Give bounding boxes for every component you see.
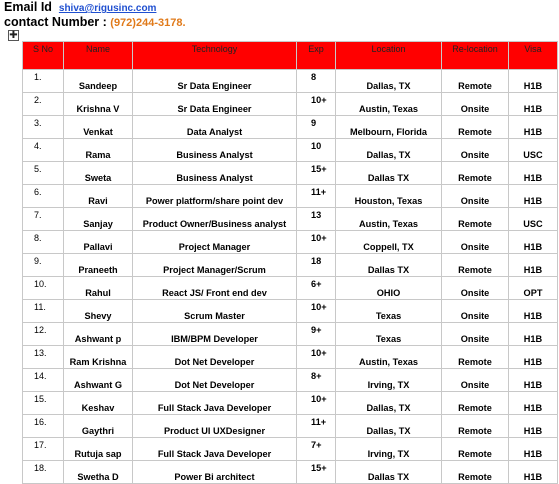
technology-cell: Project Manager/Scrum [133, 254, 297, 277]
column-sno-header: S No [23, 42, 64, 70]
location-cell: Austin, Texas [336, 346, 442, 369]
name-cell: Sweta [64, 162, 133, 185]
exp-cell: 9 [297, 116, 336, 139]
technology-cell: Scrum Master [133, 300, 297, 323]
table-row [23, 369, 558, 392]
table-row [23, 162, 558, 185]
name-cell: Rutuja sap [64, 438, 133, 461]
relocation-cell: Onsite [442, 369, 509, 392]
visa-cell: H1B [509, 461, 558, 484]
exp-cell: 10+ [297, 392, 336, 415]
exp-cell: 6+ [297, 277, 336, 300]
name-cell: Ram Krishna [64, 346, 133, 369]
relocation-cell: Onsite [442, 300, 509, 323]
visa-cell: USC [509, 208, 558, 231]
location-cell: Melbourn, Florida [336, 116, 442, 139]
technology-cell: Data Analyst [133, 116, 297, 139]
sno-cell: 13. [23, 346, 64, 369]
location-cell: Houston, Texas [336, 185, 442, 208]
column-technology-header: Technology [133, 42, 297, 70]
exp-cell: 10+ [297, 300, 336, 323]
exp-cell: 8 [297, 70, 336, 93]
location-cell: Dallas, TX [336, 139, 442, 162]
email-line [4, 0, 156, 14]
visa-cell: H1B [509, 93, 558, 116]
visa-cell: H1B [509, 369, 558, 392]
visa-cell: H1B [509, 254, 558, 277]
table-row [23, 415, 558, 438]
name-cell: Shevy [64, 300, 133, 323]
location-cell: Austin, Texas [336, 93, 442, 116]
location-cell: Texas [336, 300, 442, 323]
sno-cell: 4. [23, 139, 64, 162]
name-cell: Ravi [64, 185, 133, 208]
exp-cell: 15+ [297, 461, 336, 484]
exp-cell: 10 [297, 139, 336, 162]
name-cell: Keshav [64, 392, 133, 415]
technology-cell: Project Manager [133, 231, 297, 254]
technology-cell: Business Analyst [133, 139, 297, 162]
relocation-cell: Remote [442, 392, 509, 415]
name-cell: Rama [64, 139, 133, 162]
name-cell: Swetha D [64, 461, 133, 484]
location-cell: Irving, TX [336, 438, 442, 461]
exp-cell: 10+ [297, 231, 336, 254]
technology-cell: Dot Net Developer [133, 369, 297, 392]
visa-cell: OPT [509, 277, 558, 300]
technology-cell: IBM/BPM Developer [133, 323, 297, 346]
name-cell: Sanjay [64, 208, 133, 231]
name-cell: Gaythri [64, 415, 133, 438]
exp-cell: 13 [297, 208, 336, 231]
sno-cell: 8. [23, 231, 64, 254]
table-row [23, 300, 558, 323]
relocation-cell: Remote [442, 116, 509, 139]
location-cell: Coppell, TX [336, 231, 442, 254]
sno-cell: 17. [23, 438, 64, 461]
exp-cell: 7+ [297, 438, 336, 461]
table-row [23, 346, 558, 369]
exp-cell: 9+ [297, 323, 336, 346]
technology-cell: Full Stack Java Developer [133, 392, 297, 415]
name-cell: Ashwant G [64, 369, 133, 392]
sno-cell: 15. [23, 392, 64, 415]
column-name-header: Name [64, 42, 133, 70]
sno-cell: 3. [23, 116, 64, 139]
sno-cell: 11. [23, 300, 64, 323]
location-cell: Dallas, TX [336, 415, 442, 438]
location-cell: Dallas, TX [336, 392, 442, 415]
relocation-cell: Onsite [442, 323, 509, 346]
location-cell: Irving, TX [336, 369, 442, 392]
sno-cell: 2. [23, 93, 64, 116]
relocation-cell: Remote [442, 438, 509, 461]
exp-cell: 8+ [297, 369, 336, 392]
table-row [23, 277, 558, 300]
technology-cell: Sr Data Engineer [133, 70, 297, 93]
visa-cell: H1B [509, 185, 558, 208]
technology-cell: Business Analyst [133, 162, 297, 185]
sno-cell: 18. [23, 461, 64, 484]
relocation-cell: Onsite [442, 185, 509, 208]
table-row [23, 208, 558, 231]
technology-cell: React JS/ Front end dev [133, 277, 297, 300]
name-cell: Praneeth [64, 254, 133, 277]
sno-cell: 1. [23, 70, 64, 93]
table-body [23, 70, 558, 484]
relocation-cell: Remote [442, 346, 509, 369]
table-row [23, 438, 558, 461]
relocation-cell: Remote [442, 415, 509, 438]
relocation-cell: Onsite [442, 277, 509, 300]
table-row [23, 231, 558, 254]
technology-cell: Power Bi architect [133, 461, 297, 484]
location-cell: Dallas TX [336, 461, 442, 484]
technology-cell: Dot Net Developer [133, 346, 297, 369]
visa-cell: H1B [509, 300, 558, 323]
visa-cell: USC [509, 139, 558, 162]
sno-cell: 5. [23, 162, 64, 185]
name-cell: Pallavi [64, 231, 133, 254]
location-cell: Dallas TX [336, 254, 442, 277]
table-row [23, 93, 558, 116]
table-row [23, 139, 558, 162]
name-cell: Ashwant p [64, 323, 133, 346]
technology-cell: Product UI UXDesigner [133, 415, 297, 438]
table-move-handle-icon[interactable]: ✚ [9, 30, 18, 41]
exp-cell: 10+ [297, 93, 336, 116]
candidates-table [22, 41, 558, 484]
location-cell: OHIO [336, 277, 442, 300]
table-row [23, 392, 558, 415]
relocation-cell: Remote [442, 70, 509, 93]
table-row [23, 323, 558, 346]
relocation-cell: Remote [442, 254, 509, 277]
sno-cell: 12. [23, 323, 64, 346]
table-row [23, 461, 558, 484]
sno-cell: 10. [23, 277, 64, 300]
relocation-cell: Remote [442, 162, 509, 185]
relocation-cell: Onsite [442, 231, 509, 254]
contact-line [4, 15, 186, 29]
location-cell: Dallas TX [336, 162, 442, 185]
table-header-row [23, 42, 558, 70]
table-row [23, 185, 558, 208]
technology-cell: Full Stack Java Developer [133, 438, 297, 461]
visa-cell: H1B [509, 438, 558, 461]
sno-cell: 9. [23, 254, 64, 277]
exp-cell: 10+ [297, 346, 336, 369]
contact-number: (972)244-3178. [110, 17, 186, 29]
visa-cell: H1B [509, 323, 558, 346]
location-cell: Dallas, TX [336, 70, 442, 93]
table-row [23, 70, 558, 93]
relocation-cell: Onsite [442, 93, 509, 116]
name-cell: Rahul [64, 277, 133, 300]
table-row [23, 116, 558, 139]
relocation-cell: Remote [442, 461, 509, 484]
name-cell: Venkat [64, 116, 133, 139]
email-link[interactable]: shiva@rigusinc.com [58, 3, 157, 14]
exp-cell: 15+ [297, 162, 336, 185]
technology-cell: Power platform/share point dev [133, 185, 297, 208]
location-cell: Austin, Texas [336, 208, 442, 231]
visa-cell: H1B [509, 346, 558, 369]
column-exp-header: Exp [297, 42, 336, 70]
sno-cell: 16. [23, 415, 64, 438]
email-label: Email Id [4, 0, 52, 14]
relocation-cell: Onsite [442, 139, 509, 162]
visa-cell: H1B [509, 116, 558, 139]
visa-cell: H1B [509, 162, 558, 185]
table-row [23, 254, 558, 277]
exp-cell: 18 [297, 254, 336, 277]
visa-cell: H1B [509, 70, 558, 93]
visa-cell: H1B [509, 392, 558, 415]
visa-cell: H1B [509, 231, 558, 254]
location-cell: Texas [336, 323, 442, 346]
sno-cell: 6. [23, 185, 64, 208]
exp-cell: 11+ [297, 415, 336, 438]
contact-label: contact Number : [4, 15, 107, 29]
technology-cell: Product Owner/Business analyst [133, 208, 297, 231]
sno-cell: 14. [23, 369, 64, 392]
column-location-header: Location [336, 42, 442, 70]
name-cell: Krishna V [64, 93, 133, 116]
column-visa-header: Visa [509, 42, 558, 70]
technology-cell: Sr Data Engineer [133, 93, 297, 116]
sno-cell: 7. [23, 208, 64, 231]
name-cell: Sandeep [64, 70, 133, 93]
visa-cell: H1B [509, 415, 558, 438]
relocation-cell: Remote [442, 208, 509, 231]
exp-cell: 11+ [297, 185, 336, 208]
column-relocation-header: Re-location [442, 42, 509, 70]
